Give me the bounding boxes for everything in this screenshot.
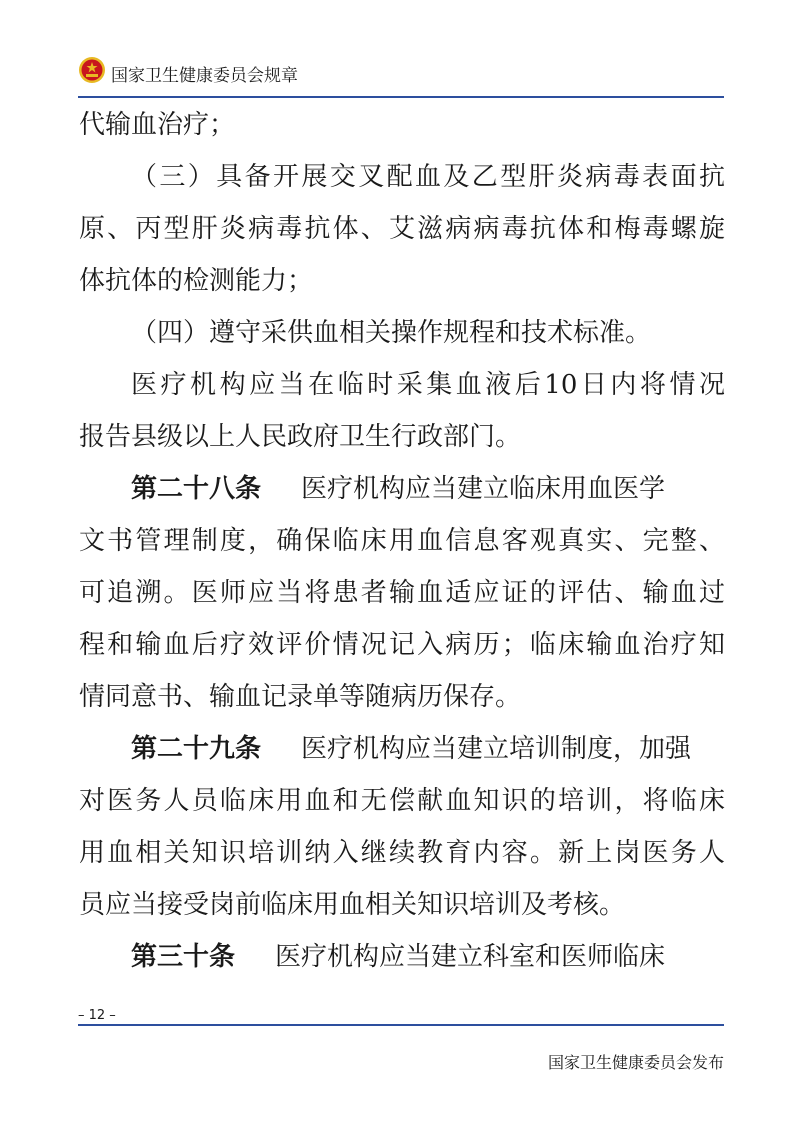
article-30-line (131, 937, 725, 977)
footer-rule (78, 1024, 724, 1026)
text-line: 用血相关知识培训纳入继续教育内容。新上岗医务人 (79, 838, 725, 868)
text-line: 可追溯。医师应当将患者输血适应证的评估、输血过 (79, 578, 725, 608)
page-header (78, 52, 724, 92)
text-line: 体抗体的检测能力； (79, 266, 314, 296)
article-heading: 第二十八条 (131, 474, 262, 504)
text-span: 医疗机构应当建立培训制度，加强 (301, 734, 692, 764)
publisher-label: 国家卫生健康委员会发布 (547, 1053, 724, 1072)
text-line: 代输血治疗； (79, 110, 236, 140)
article-29-line (131, 729, 725, 769)
text-line: 原、丙型肝炎病毒抗体、艾滋病病毒抗体和梅毒螺旋 (79, 214, 725, 244)
page-number: – 12 – (78, 1008, 116, 1023)
text-line: 员应当接受岗前临床用血相关知识培训及考核。 (79, 890, 626, 920)
article-heading: 第三十条 (131, 942, 236, 972)
text-line: 文书管理制度，确保临床用血信息客观真实、完整、 (79, 526, 725, 556)
text-line: 报告县级以上人民政府卫生行政部门。 (79, 422, 522, 452)
text-line: 程和输血后疗效评价情况记入病历；临床输血治疗知 (79, 630, 725, 660)
text-line: 情同意书、输血记录单等随病历保存。 (79, 682, 522, 712)
text-line: （四）遵守采供血相关操作规程和技术标准。 (131, 318, 652, 348)
text-span: 医疗机构应当建立临床用血医学 (301, 474, 666, 504)
text-line: 对医务人员临床用血和无偿献血知识的培训，将临床 (79, 786, 725, 816)
text-line: 医疗机构应当在临时采集血液后10日内将情况 (131, 370, 725, 400)
national-emblem-icon (78, 56, 106, 84)
header-rule (78, 96, 724, 98)
article-heading: 第二十九条 (131, 734, 262, 764)
header-title: 国家卫生健康委员会规章 (111, 66, 298, 86)
article-28-line (131, 469, 725, 509)
text-line: （三）具备开展交叉配血及乙型肝炎病毒表面抗 (131, 162, 725, 192)
text-span: 医疗机构应当建立科室和医师临床 (275, 942, 666, 972)
